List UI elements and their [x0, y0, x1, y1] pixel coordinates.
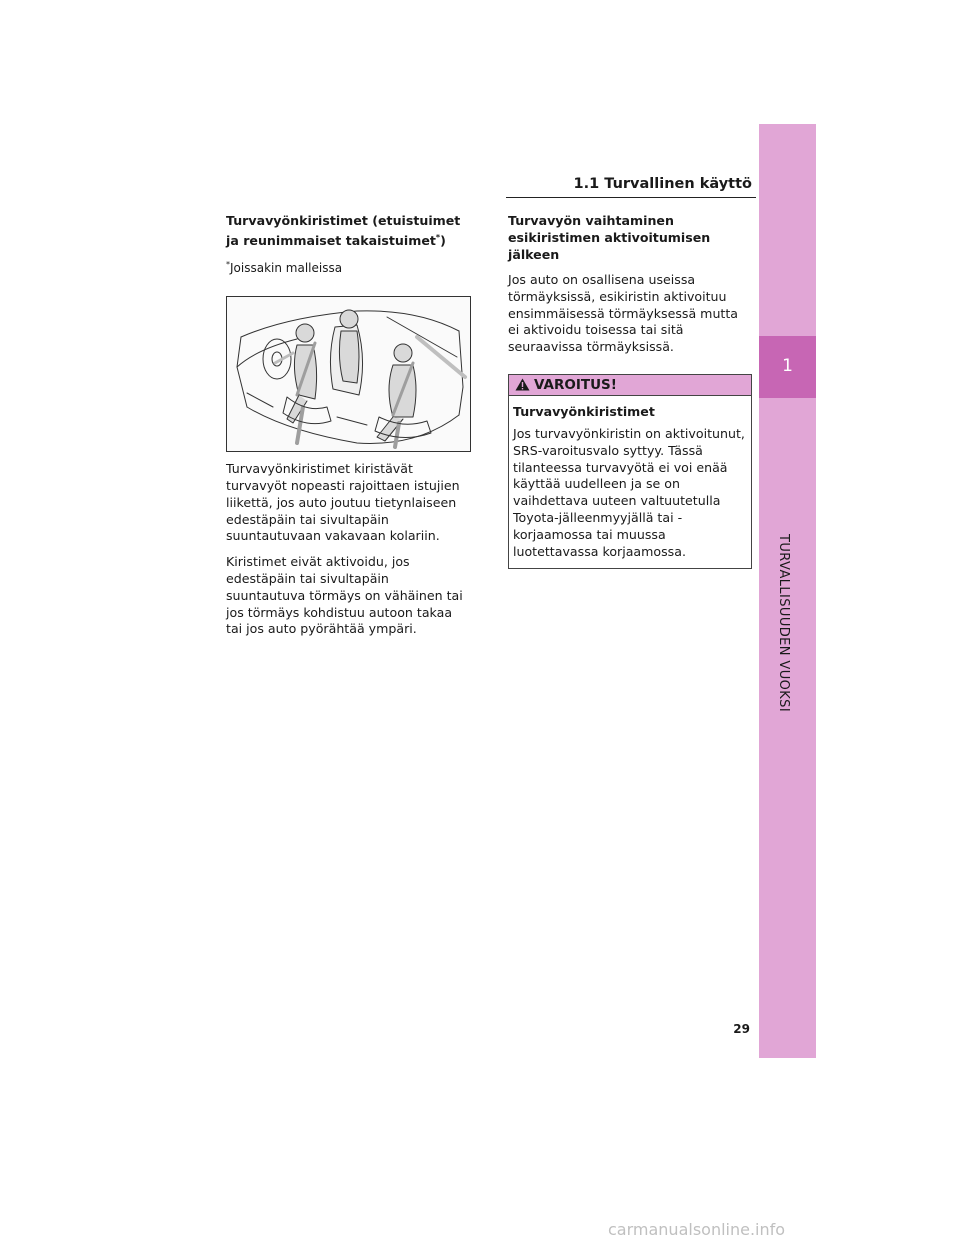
left-column — [226, 212, 471, 638]
pretensioner-description: Turvavyönkiristimet kiristävät turvavyöt nopeasti rajoittaen istujien liikettä, jos auto joutuu tietynlaiseen edestäpäin tai sivultapäin suuntautuvaan vakavaan kolariin. — [226, 461, 460, 544]
pretensioner-heading: Turvavyönkiristimet (etuistuimet ja reunimmaiset takaistuimet*) — [226, 213, 461, 249]
chapter-number: 1 — [782, 356, 793, 376]
watermark: carmanualsonline.info — [608, 1220, 786, 1239]
warning-title: VAROITUS! — [534, 376, 617, 393]
pretensioner-exceptions: Kiristimet eivät aktivoidu, jos edestäpäin tai sivultapäin suuntautuva törmäys on vähäinen tai jos törmäys kohdistuu autoon takaa tai jos auto pyörähtää ympäri. — [226, 554, 463, 637]
page-number: 29 — [733, 1022, 750, 1036]
header-rule — [506, 197, 756, 198]
replacement-heading: Turvavyön vaihtaminen esikiristimen aktivoitumisen jälkeen — [508, 213, 711, 262]
chapter-label: TURVALLISUUDEN VUOKSI — [776, 534, 791, 713]
warning-text: Jos turvavyönkiristin on aktivoitunut, SRS-varoitusvalo syttyy. Tässä tilanteessa turvavyötä ei voi enää käyttää uudelleen ja se on vaihdettava uuteen valtuutetulla Toyota-jälleenmyyjällä tai -korjaamossa tai muussa luotettavassa korjaamossa. — [513, 425, 745, 559]
section-header: 1.1 Turvallinen käyttö — [573, 176, 752, 192]
warning-header — [509, 375, 751, 396]
seatbelt-illustration — [226, 296, 471, 452]
warning-subheading: Turvavyönkiristimet — [513, 403, 655, 419]
warning-box — [508, 374, 752, 569]
right-column — [508, 212, 750, 569]
warning-triangle-icon — [515, 378, 530, 391]
chapter-sidebar — [759, 124, 816, 1058]
replacement-paragraph: Jos auto on osallisena useissa törmäyksissä, esikiristin aktivoituu ensimmäisessä törmäyksessä mutta ei aktivoidu toisessa tai sitä seuraavissa törmäyksissä. — [508, 272, 739, 355]
model-note: *Joissakin malleissa — [226, 260, 343, 276]
